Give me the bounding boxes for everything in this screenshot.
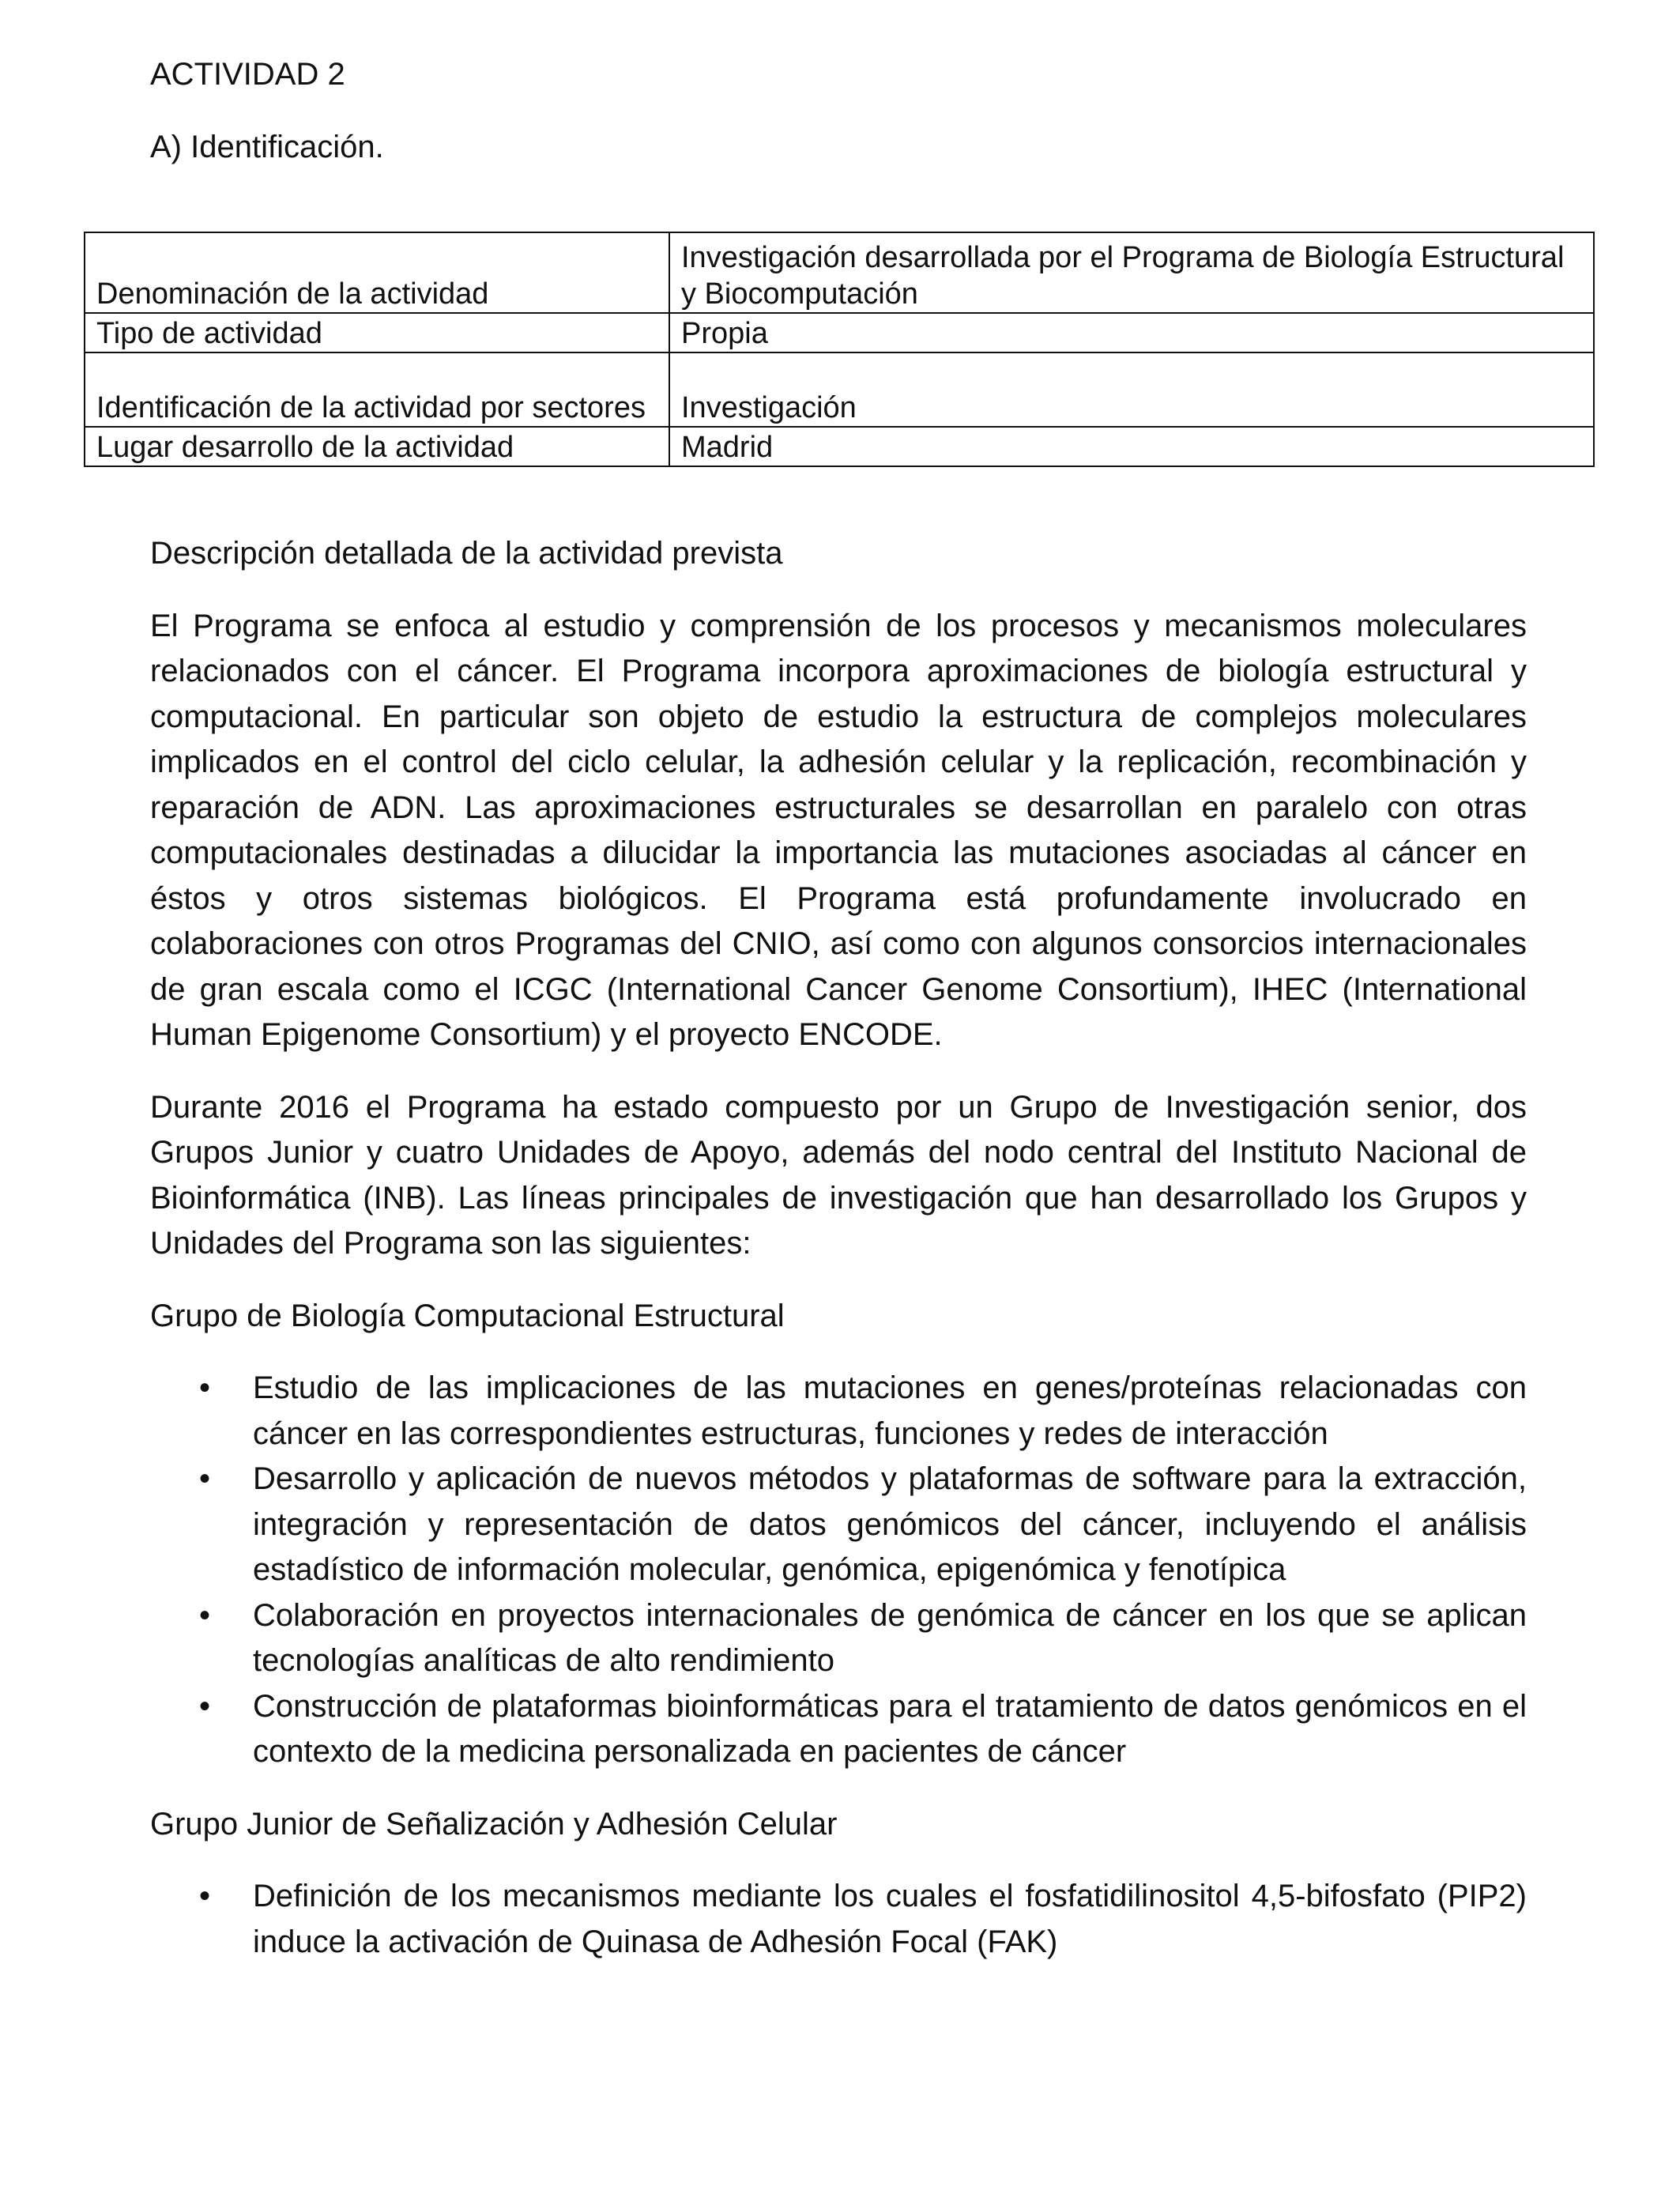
table-label-cell: Lugar desarrollo de la actividad [85,427,669,466]
paragraph-program-overview: El Programa se enfoca al estudio y comprensión de los procesos y mecanismos moleculares relacionados con el cáncer. El Programa incorpora aproximaciones de biología estructural y computacional. En particular son objeto de estudio la estructura de complejos moleculares implicados en el control del ciclo celular, la adhesión celular y la replicación, recombinación y reparación de ADN. Las aproximaciones estructurales se desarrollan en paralelo con otras computacionales destinadas a dilucidar la importancia las mutaciones asociadas al cáncer en éstos y otros sistemas biológicos. El Programa está profundamente involucrado en colaboraciones con otros Programas del CNIO, así como con algunos consorcios internacionales de gran escala como el ICGC (International Cancer Genome Consortium), IHEC (International Human Epigenome Consortium) y el proyecto ENCODE. [150,608,1527,1052]
list-item-text: Estudio de las implicaciones de las mutaciones en genes/proteínas relacionadas con cáncer en las correspondientes estructuras, funciones y redes de interacción [253,1370,1527,1451]
bullet-icon: • [199,1688,211,1724]
bullet-icon: • [199,1597,211,1633]
document-body [150,531,1527,1992]
table-row [85,427,1594,466]
bullet-icon: • [199,1370,211,1405]
table-value-cell: Investigación desarrollada por el Programa de Biología Estructural y Biocomputación [669,232,1594,313]
list-item-text: Construcción de plataformas bioinformáticas para el tratamiento de datos genómicos en el contexto de la medicina personalizada en pacientes de cáncer [253,1688,1527,1769]
activity-title: ACTIVIDAD 2 [150,57,345,92]
list-item-text: Desarrollo y aplicación de nuevos métodos y plataformas de software para la extracción, integración y representación de datos genómicos del cáncer, incluyendo el análisis estadístico de información molecular, genómica, epigenómica y fenotípica [253,1461,1527,1587]
list-item-text: Colaboración en proyectos internacionales de genómica de cáncer en los que se aplican tecnologías analíticas de alto rendimiento [253,1597,1527,1678]
list-item [150,1366,1527,1457]
list-item [150,1684,1527,1775]
section-title: A) Identificación. [150,130,384,164]
group-title-signaling-cell-adhesion: Grupo Junior de Señalización y Adhesión Celular [150,1806,838,1842]
table-label-cell: Tipo de actividad [85,313,669,352]
list-item-text: Definición de los mecanismos mediante los cuales el fosfatidilinositol 4,5-bifosfato (PIP2) induce la activación de Quinasa de Adhesión Focal (FAK) [253,1879,1527,1959]
bullet-icon: • [199,1461,211,1496]
list-item [150,1874,1527,1965]
bullet-icon: • [199,1879,211,1913]
paragraph-program-composition: Durante 2016 el Programa ha estado compuesto por un Grupo de Investigación senior, dos Grupos Junior y cuatro Unidades de Apoyo, además del nodo central del Instituto Nacional de Bioinformática (INB). Las líneas principales de investigación que han desarrollado los Grupos y Unidades del Programa son las siguientes: [150,1089,1527,1261]
group-title-structural-computational-biology: Grupo de Biología Computacional Estructural [150,1298,785,1333]
table-row [85,313,1594,352]
table-row [85,352,1594,427]
list-item [150,1457,1527,1593]
table-value-cell: Madrid [669,427,1594,466]
table-value-cell: Propia [669,313,1594,352]
bullet-list-group-1 [150,1366,1527,1775]
list-item [150,1593,1527,1684]
bullet-list-group-2 [150,1874,1527,1965]
description-heading: Descripción detallada de la actividad prevista [150,536,783,571]
identification-table [84,232,1595,467]
table-label-cell: Identificación de la actividad por sectores [85,352,669,427]
table-label-cell: Denominación de la actividad [85,232,669,313]
table-row [85,232,1594,313]
table-value-cell: Investigación [669,352,1594,427]
